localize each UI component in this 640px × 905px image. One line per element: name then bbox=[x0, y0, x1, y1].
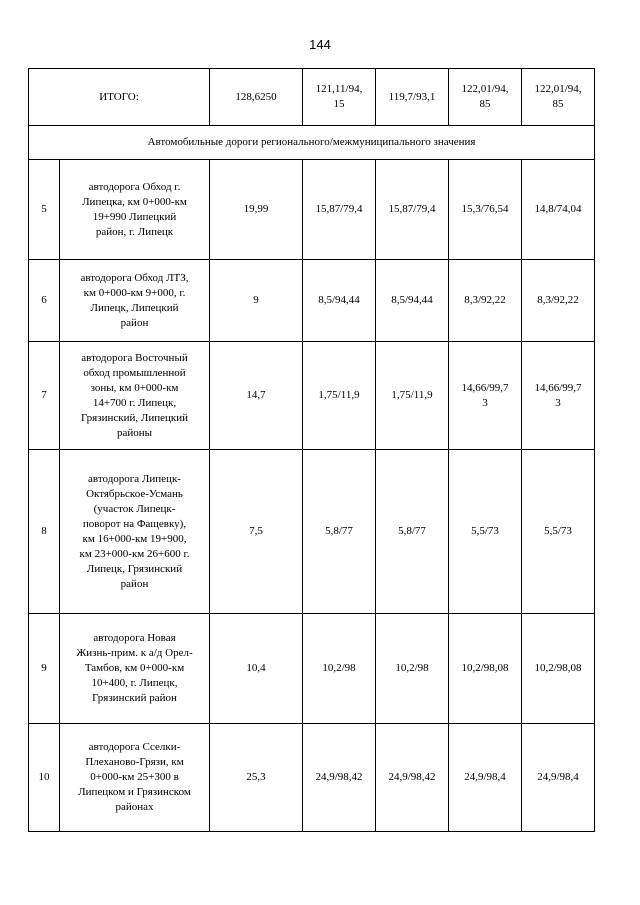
section-title: Автомобильные дороги регионального/межмуниципального значения bbox=[29, 126, 595, 160]
row-value: 5,5/73 bbox=[449, 450, 522, 614]
page-number: 144 bbox=[309, 37, 331, 52]
row-value: 8,3/92,22 bbox=[449, 260, 522, 342]
row-value: 15,87/79,4 bbox=[303, 160, 376, 260]
row-value: 8,5/94,44 bbox=[303, 260, 376, 342]
section-header-row bbox=[29, 126, 595, 160]
total-value: 121,11/94, 15 bbox=[303, 69, 376, 126]
row-value: 19,99 bbox=[210, 160, 303, 260]
road-name: автодорога Обход ЛТЗ, км 0+000-км 9+000, г. Липецк, Липецкий район bbox=[60, 260, 210, 342]
road-name: автодорога Сселки- Плеханово-Грязи, км 0+000-км 25+300 в Липецком и Грязинском районах bbox=[60, 724, 210, 832]
data-table bbox=[28, 68, 595, 832]
row-value: 7,5 bbox=[210, 450, 303, 614]
row-value: 15,3/76,54 bbox=[449, 160, 522, 260]
total-value: 128,6250 bbox=[210, 69, 303, 126]
row-value: 10,2/98 bbox=[376, 614, 449, 724]
table-row bbox=[29, 342, 595, 450]
row-number: 8 bbox=[29, 450, 60, 614]
row-number: 6 bbox=[29, 260, 60, 342]
row-value: 10,2/98,08 bbox=[449, 614, 522, 724]
row-value: 5,8/77 bbox=[303, 450, 376, 614]
row-value: 9 bbox=[210, 260, 303, 342]
row-value: 8,3/92,22 bbox=[522, 260, 595, 342]
row-value: 14,66/99,7 3 bbox=[449, 342, 522, 450]
total-value: 119,7/93,1 bbox=[376, 69, 449, 126]
row-number: 9 bbox=[29, 614, 60, 724]
row-value: 24,9/98,4 bbox=[522, 724, 595, 832]
row-value: 14,7 bbox=[210, 342, 303, 450]
road-name: автодорога Обход г. Липецка, км 0+000-км 19+990 Липецкий район, г. Липецк bbox=[60, 160, 210, 260]
road-name: автодорога Липецк- Октябрьское-Усмань (участок Липецк- поворот на Фащевку), км 16+000-км 19+900, км 23+000-км 26+600 г. Липецк, Грязинский район bbox=[60, 450, 210, 614]
table-row bbox=[29, 724, 595, 832]
total-row bbox=[29, 69, 595, 126]
row-value: 5,5/73 bbox=[522, 450, 595, 614]
row-number: 7 bbox=[29, 342, 60, 450]
total-label: ИТОГО: bbox=[29, 69, 210, 126]
row-value: 14,66/99,7 3 bbox=[522, 342, 595, 450]
row-value: 10,2/98 bbox=[303, 614, 376, 724]
row-number: 10 bbox=[29, 724, 60, 832]
row-value: 1,75/11,9 bbox=[303, 342, 376, 450]
row-value: 10,4 bbox=[210, 614, 303, 724]
row-value: 14,8/74,04 bbox=[522, 160, 595, 260]
row-value: 24,9/98,4 bbox=[449, 724, 522, 832]
table-row bbox=[29, 450, 595, 614]
road-name: автодорога Новая Жизнь-прим. к а/д Орел- Тамбов, км 0+000-км 10+400, г. Липецк, Грязинский район bbox=[60, 614, 210, 724]
row-value: 24,9/98,42 bbox=[303, 724, 376, 832]
road-name: автодорога Восточный обход промышленной зоны, км 0+000-км 14+700 г. Липецк, Грязинский, Липецкий районы bbox=[60, 342, 210, 450]
row-value: 24,9/98,42 bbox=[376, 724, 449, 832]
row-value: 1,75/11,9 bbox=[376, 342, 449, 450]
total-value: 122,01/94, 85 bbox=[449, 69, 522, 126]
row-value: 25,3 bbox=[210, 724, 303, 832]
row-value: 15,87/79,4 bbox=[376, 160, 449, 260]
table-body bbox=[29, 69, 595, 832]
total-value: 122,01/94, 85 bbox=[522, 69, 595, 126]
row-number: 5 bbox=[29, 160, 60, 260]
table-row bbox=[29, 614, 595, 724]
row-value: 8,5/94,44 bbox=[376, 260, 449, 342]
table-row bbox=[29, 160, 595, 260]
row-value: 10,2/98,08 bbox=[522, 614, 595, 724]
row-value: 5,8/77 bbox=[376, 450, 449, 614]
table-row bbox=[29, 260, 595, 342]
